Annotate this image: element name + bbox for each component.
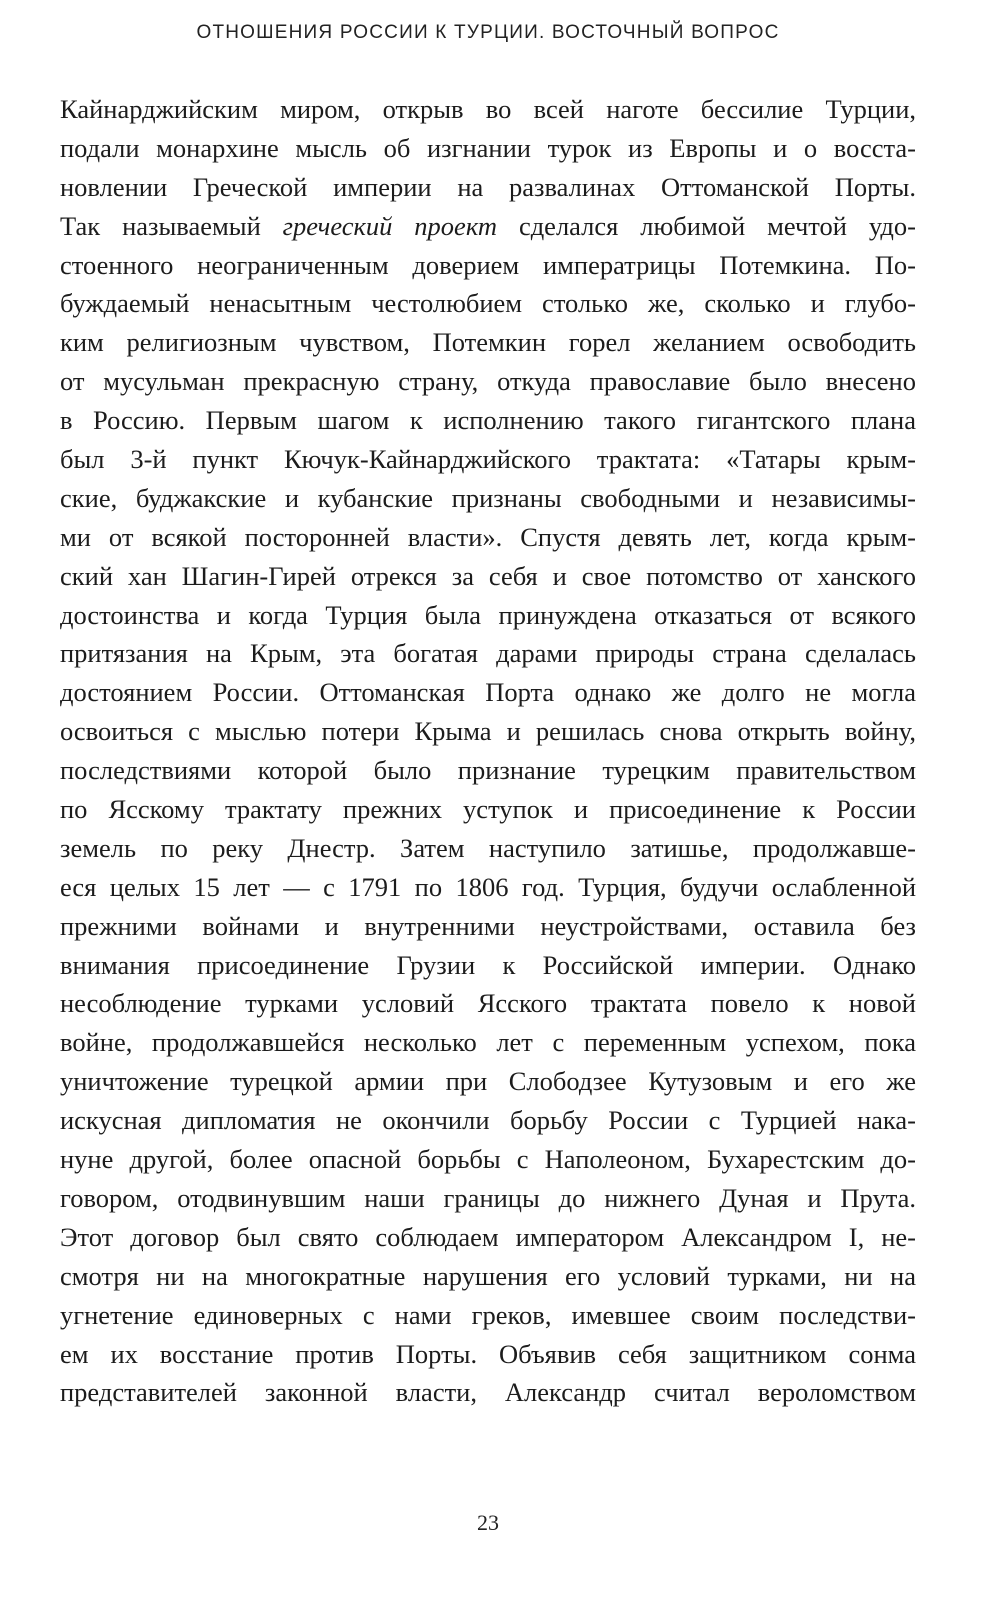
- running-header: ОТНОШЕНИЯ РОССИИ К ТУРЦИИ. ВОСТОЧНЫЙ ВОПРОС: [196, 22, 780, 43]
- text-line: смотря ни на многократные нарушения его условий турками, ни на: [60, 1260, 916, 1291]
- text-line: притязания на Крым, эта богатая дарами природы страна сделалась: [60, 638, 916, 669]
- text-line: в Россию. Первым шагом к исполнению такого гигантского плана: [60, 405, 916, 436]
- text-line: Кайнарджийским миром, открыв во всей наготе бессилие Турции,: [60, 94, 916, 124]
- text-line: представителей законной власти, Александр считал вероломством: [60, 1377, 916, 1408]
- text-line: последствиями которой было признание турецким правительством: [60, 755, 916, 786]
- text-line: подали монархине мысль об изгнании турок из Европы и о восста-: [60, 132, 916, 163]
- text-line: достоинства и когда Турция была принуждена отказаться от всякого: [60, 599, 916, 630]
- text-line: говором, отодвинувшим наши границы до нижнего Дуная и Прута.: [60, 1182, 916, 1213]
- text-line: угнетение единоверных с нами греков, имевшее своим последстви-: [60, 1299, 916, 1330]
- text-line: от мусульман прекрасную страну, откуда православие было внесено: [60, 366, 916, 397]
- text-line: ким религиозным чувством, Потемкин горел желанием освободить: [60, 327, 916, 358]
- text-line: нуне другой, более опасной борьбы с Наполеоном, Бухарестским до-: [60, 1144, 916, 1175]
- text-line: несоблюдение турками условий Ясского трактата повело к новой: [60, 988, 916, 1019]
- text-line-with-italic: [60, 207, 916, 246]
- text-line: прежними войнами и внутренними неустройствами, оставила без: [60, 910, 916, 941]
- text-line: Этот договор был свято соблюдаем императором Александром I, не-: [60, 1221, 916, 1252]
- text-line: ми от всякой посторонней власти». Спустя девять лет, когда крым-: [60, 521, 916, 552]
- text-line: был 3-й пункт Кючук-Кайнарджийского трактата: «Татары крым-: [60, 444, 916, 475]
- text-line: еся целых 15 лет — с 1791 по 1806 год. Турция, будучи ослабленной: [60, 871, 916, 902]
- text-line: ские, буджакские и кубанские признаны свободными и независимы-: [60, 482, 916, 513]
- text-line: уничтожение турецкой армии при Слободзее Кутузовым и его же: [60, 1066, 916, 1097]
- text-line: буждаемый ненасытным честолюбием столько же, сколько и глубо-: [60, 288, 916, 319]
- text-line: стоенного неограниченным доверием императрицы Потемкина. По-: [60, 249, 916, 280]
- page-number: 23: [477, 1510, 499, 1535]
- text-fragment: сделался любимой мечтой удо-: [518, 210, 916, 241]
- text-line: достоянием России. Оттоманская Порта однако же долго не могла: [60, 677, 916, 708]
- text-line: по Ясскому трактату прежних уступок и присоединение к России: [60, 794, 916, 825]
- text-line: искусная дипломатия не окончили борьбу России с Турцией нака-: [60, 1105, 916, 1136]
- text-fragment: Так называемый: [60, 210, 261, 241]
- text-line: войне, продолжавшейся несколько лет с переменным успехом, пока: [60, 1027, 916, 1058]
- text-line: внимания присоединение Грузии к Российской империи. Однако: [60, 949, 916, 980]
- text-line: ский хан Шагин-Гирей отрекся за себя и свое потомство от ханского: [60, 560, 916, 591]
- text-line: ем их восстание против Порты. Объявив себя защитником сонма: [60, 1338, 916, 1369]
- text-line: земель по реку Днестр. Затем наступило затишье, продолжавше-: [60, 832, 916, 863]
- text-line: новлении Греческой империи на развалинах Оттоманской Порты.: [60, 171, 916, 202]
- text-line: освоиться с мыслью потери Крыма и решилась снова открыть войну,: [60, 716, 916, 747]
- body-text: [60, 90, 916, 1412]
- italic-term: греческий проект: [282, 210, 498, 241]
